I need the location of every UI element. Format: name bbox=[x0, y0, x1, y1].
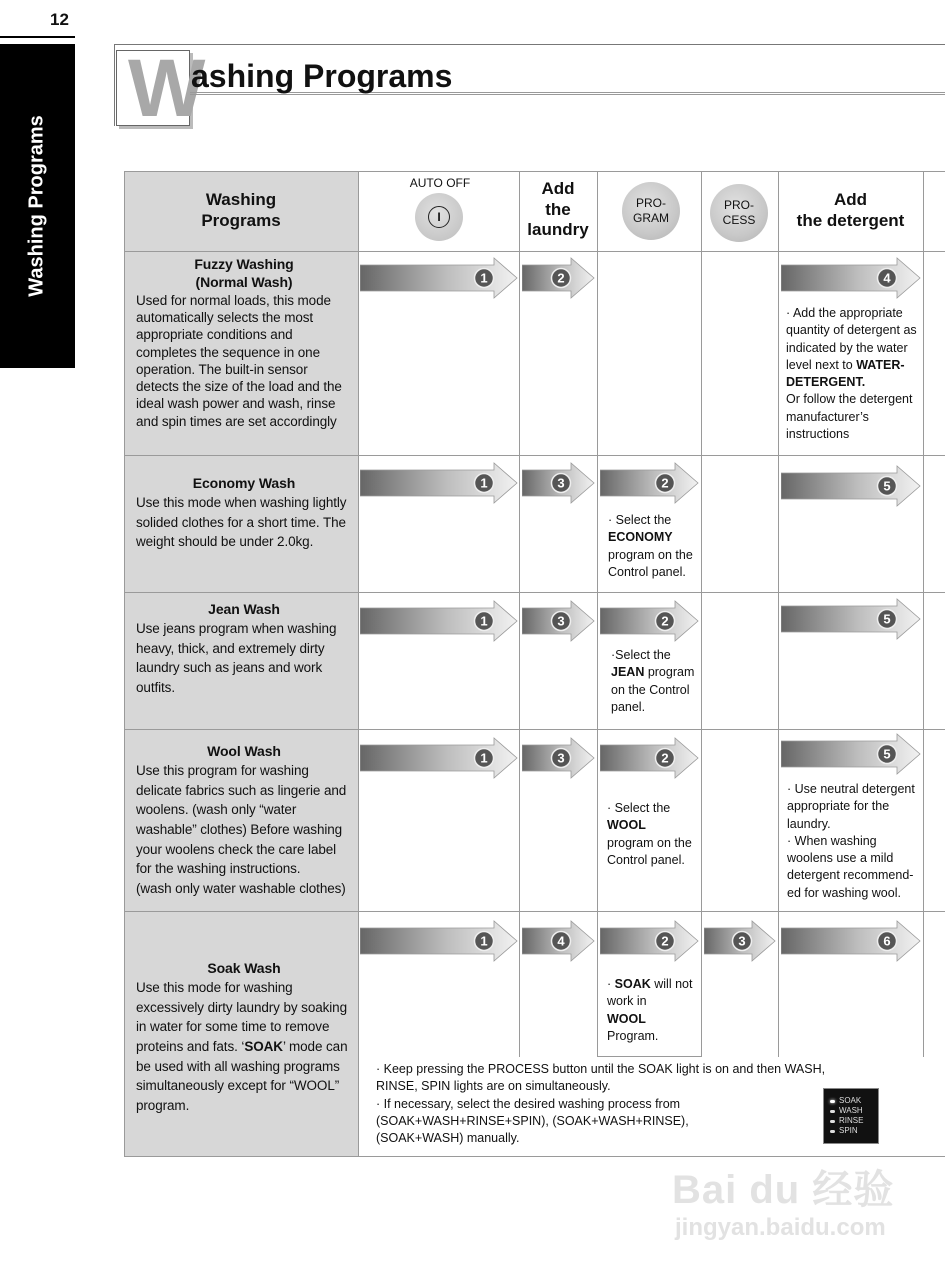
step-arrow bbox=[360, 462, 518, 504]
arrow-right-icon bbox=[522, 737, 595, 779]
arrow-right-icon bbox=[781, 465, 921, 507]
program-name: Economy Wash bbox=[192, 475, 296, 491]
table-rule-row-4 bbox=[124, 911, 945, 912]
step-number: 5 bbox=[883, 611, 891, 627]
title-initial: W bbox=[128, 43, 202, 134]
note-text: Or follow the detergent manufacturer’s instructions bbox=[786, 392, 913, 441]
indicator-wash bbox=[830, 1106, 874, 1116]
soak-bottom-note-2: · If necessary, select the desired washing process from (SOAK+WASH+RINSE+SPIN), (SOAK+WASH+RINSE), (SOAK+WASH) manually. bbox=[376, 1096, 689, 1145]
program-name: Fuzzy Washing (Normal Wash) bbox=[194, 256, 294, 290]
step-arrow bbox=[781, 920, 921, 962]
wool-detergent-note-2: · When washing woolens use a mild detergent recommend-ed for washing wool. bbox=[787, 833, 914, 900]
arrow-shape bbox=[781, 258, 920, 298]
table-col-program bbox=[701, 171, 702, 1057]
side-tab-label: Washing Programs bbox=[25, 115, 48, 297]
process-button: PRO- CESS bbox=[710, 184, 768, 242]
step-number: 1 bbox=[480, 613, 488, 629]
wool-program-note: · Select the WOOL program on the Control panel. bbox=[607, 801, 692, 867]
table-col-process bbox=[778, 171, 779, 1057]
watermark-logo: Bai du 经验 bbox=[672, 1168, 895, 1212]
arrow-right-icon bbox=[360, 600, 518, 642]
arrow-right-icon bbox=[600, 462, 699, 504]
program-description bbox=[136, 978, 352, 1115]
arrow-shape bbox=[600, 738, 698, 778]
arrow-right-icon bbox=[781, 920, 921, 962]
step-arrow bbox=[781, 733, 921, 775]
arrow-shape bbox=[781, 734, 920, 774]
step-number: 3 bbox=[557, 613, 565, 629]
step-number: 3 bbox=[557, 475, 565, 491]
soak-desc-part: Use this mode for washing excessively dirty laundry by soaking in water for some time to remove proteins and fats. ‘ bbox=[136, 980, 347, 1054]
step-arrow bbox=[522, 257, 595, 299]
note-text: program on the Control panel. bbox=[608, 547, 693, 579]
page-number: 12 bbox=[50, 10, 69, 29]
step-arrow bbox=[600, 737, 699, 779]
arrow-right-icon bbox=[522, 462, 595, 504]
step-arrow bbox=[360, 920, 518, 962]
soak-desc-bold: SOAK bbox=[244, 1038, 283, 1054]
arrow-right-icon bbox=[600, 600, 699, 642]
light-icon bbox=[830, 1120, 835, 1123]
step-number: 4 bbox=[557, 933, 565, 949]
arrow-right-icon bbox=[781, 257, 921, 299]
note-text: will not work in bbox=[607, 977, 693, 1009]
arrow-right-icon bbox=[704, 920, 776, 962]
soak-desc-part: ’ mode can be used with all washing programs simultaneously except for “WOOL” program. bbox=[136, 1038, 348, 1113]
page-title: ashing Programs bbox=[191, 58, 453, 94]
power-icon bbox=[428, 206, 450, 228]
table-rule-row-3 bbox=[124, 729, 945, 730]
soak-bottom-notes bbox=[376, 1061, 826, 1147]
arrow-right-icon bbox=[781, 598, 921, 640]
arrow-shape bbox=[600, 601, 698, 641]
step-arrow bbox=[360, 257, 518, 299]
program-description: Use this mode when washing lightly solided clothes for a short time. The weight should be under 2.0kg. bbox=[136, 495, 347, 550]
table-rule-row-2 bbox=[124, 592, 945, 593]
fuzzy-detergent-note: · Add the appropriate quantity of detergent as indicated by the water level next to WATER-DETERGENT. Or follow the detergent manufacturer’s instructions bbox=[786, 306, 917, 441]
table-rule-top bbox=[124, 171, 945, 172]
step-arrow bbox=[360, 737, 518, 779]
note-text: Keep pressing the PROCESS button until the SOAK light is on and then WASH, RINSE, SPIN lights are on simultaneously. bbox=[376, 1062, 826, 1094]
header-washing-programs: Washing Programs bbox=[201, 190, 281, 230]
header-add-laundry: Add the laundry bbox=[527, 179, 589, 240]
step-number: 1 bbox=[480, 270, 488, 286]
note-bold: WATER-DETERGENT. bbox=[786, 357, 905, 389]
indicator-soak bbox=[830, 1096, 874, 1106]
step-number: 2 bbox=[661, 475, 669, 491]
soak-program-note: · SOAK will not work in WOOL Program. bbox=[607, 977, 693, 1043]
arrow-right-icon bbox=[360, 257, 518, 299]
program-wool bbox=[136, 741, 352, 898]
step-arrow bbox=[600, 600, 699, 642]
arrow-right-icon bbox=[600, 920, 699, 962]
note-bold: SOAK bbox=[614, 977, 651, 991]
arrow-right-icon bbox=[781, 733, 921, 775]
program-economy bbox=[136, 473, 352, 552]
note-text: program on the Control panel. bbox=[607, 835, 692, 867]
note-text: If necessary, select the desired washing process from (SOAK+WASH+RINSE+SPIN), (SOAK+WASH+RINSE), (SOAK+WASH) manually. bbox=[376, 1096, 689, 1145]
step-number: 1 bbox=[480, 933, 488, 949]
note-bold: WOOL bbox=[607, 1011, 646, 1026]
arrow-right-icon bbox=[522, 257, 595, 299]
arrow-shape bbox=[781, 466, 920, 506]
step-arrow bbox=[781, 257, 921, 299]
step-arrow bbox=[600, 462, 699, 504]
indicator-rinse bbox=[830, 1116, 874, 1126]
side-tab bbox=[0, 44, 75, 368]
step-number: 4 bbox=[883, 270, 891, 286]
light-on-icon bbox=[830, 1100, 835, 1103]
step-number: 2 bbox=[661, 933, 669, 949]
note-bold: WOOL bbox=[607, 818, 646, 833]
header-add-detergent: Add the detergent bbox=[796, 190, 905, 230]
arrow-right-icon bbox=[522, 920, 595, 962]
auto-off-button bbox=[415, 193, 463, 241]
indicator-label: WASH bbox=[839, 1106, 863, 1115]
note-text: When washing woolens use a mild detergent recommend-ed for washing wool. bbox=[787, 833, 914, 900]
step-number: 6 bbox=[883, 933, 891, 949]
note-text: Select the bbox=[614, 801, 671, 815]
step-arrow bbox=[522, 462, 595, 504]
step-arrow bbox=[360, 600, 518, 642]
note-text: Select the bbox=[615, 648, 671, 662]
jean-program-note: ·Select the JEAN program on the Control panel. bbox=[611, 648, 695, 714]
step-arrow bbox=[522, 920, 595, 962]
wool-detergent-note-1: · Use neutral detergent appropriate for the laundry. bbox=[787, 782, 915, 831]
page-number-rule bbox=[0, 36, 75, 38]
indicator-spin bbox=[830, 1126, 874, 1136]
note-text: Program. bbox=[607, 1028, 659, 1043]
table-rule-row-1 bbox=[124, 455, 945, 456]
table-rule-header bbox=[124, 251, 945, 252]
step-arrow bbox=[522, 737, 595, 779]
program-fuzzy bbox=[136, 256, 352, 430]
arrow-right-icon bbox=[360, 462, 518, 504]
note-text: Add the appropriate quantity of detergent as indicated by the water level next to bbox=[786, 306, 917, 372]
watermark-url: jingyan.baidu.com bbox=[675, 1214, 886, 1241]
program-name: Jean Wash bbox=[208, 601, 280, 617]
table-col-laundry bbox=[597, 171, 598, 1057]
wool-detergent-note bbox=[787, 781, 921, 902]
table-rule-soak-program bbox=[597, 1056, 701, 1057]
step-number: 5 bbox=[883, 746, 891, 762]
arrow-right-icon bbox=[360, 737, 518, 779]
header-auto-off-label: AUTO OFF bbox=[409, 176, 471, 190]
step-number: 5 bbox=[883, 478, 891, 494]
table-rule-bottom bbox=[124, 1156, 945, 1157]
indicator-label: SPIN bbox=[839, 1126, 858, 1135]
indicator-label: SOAK bbox=[839, 1096, 862, 1105]
step-number: 3 bbox=[557, 750, 565, 766]
soak-bottom-note-1: · Keep pressing the PROCESS button until the SOAK light is on and then WASH, RINSE, SPIN lights are on simultaneously. bbox=[376, 1062, 826, 1094]
program-description: Use this program for washing delicate fabrics such as lingerie and woolens. (wash only “water washable” clothes) Before washing your woolens check the care label for the washing instructions. (wash only water washable clothes) bbox=[136, 763, 347, 896]
arrow-right-icon bbox=[522, 600, 595, 642]
table-col-detergent bbox=[923, 171, 924, 1057]
arrow-shape bbox=[781, 599, 920, 639]
step-arrow bbox=[522, 600, 595, 642]
light-icon bbox=[830, 1130, 835, 1133]
program-description: Used for normal loads, this mode automatically selects the most appropriate conditions and completes the sequence in one operation. The built-in sensor detects the size of the load and the ideal wash power and wash, rinse and spin times are set accordingly bbox=[136, 292, 342, 429]
note-bold: JEAN bbox=[611, 665, 645, 680]
step-arrow bbox=[781, 465, 921, 507]
step-number: 2 bbox=[661, 750, 669, 766]
program-name: Wool Wash bbox=[207, 743, 281, 759]
table-col-programs bbox=[358, 171, 359, 1157]
note-text: Select the bbox=[615, 513, 672, 527]
indicator-label: RINSE bbox=[839, 1116, 864, 1125]
note-bold: ECONOMY bbox=[608, 530, 673, 545]
note-text: program on the Control panel. bbox=[611, 665, 695, 714]
arrow-right-icon bbox=[600, 737, 699, 779]
arrow-shape bbox=[781, 921, 920, 961]
light-icon bbox=[830, 1110, 835, 1113]
economy-program-note: · Select the ECONOMY program on the Control panel. bbox=[608, 513, 693, 579]
step-number: 3 bbox=[738, 933, 746, 949]
power-symbol: I bbox=[437, 210, 441, 224]
program-button: PRO- GRAM bbox=[622, 182, 680, 240]
arrow-shape bbox=[600, 921, 698, 961]
step-number: 2 bbox=[661, 613, 669, 629]
step-number: 1 bbox=[480, 750, 488, 766]
note-text: Use neutral detergent appropriate for the laundry. bbox=[787, 782, 915, 831]
step-arrow bbox=[781, 598, 921, 640]
table-col-auto-off bbox=[519, 171, 520, 1057]
table-col-left bbox=[124, 171, 125, 1157]
arrow-shape bbox=[600, 463, 698, 503]
step-arrow bbox=[600, 920, 699, 962]
step-arrow bbox=[704, 920, 776, 962]
program-description: Use jeans program when washing heavy, thick, and extremely dirty laundry such as jeans and work outfits. bbox=[136, 621, 337, 695]
step-number: 2 bbox=[557, 270, 565, 286]
soak-indicator-panel bbox=[823, 1088, 879, 1144]
program-jean bbox=[136, 599, 352, 698]
program-soak bbox=[136, 958, 352, 1115]
program-name: Soak Wash bbox=[207, 960, 281, 976]
arrow-right-icon bbox=[360, 920, 518, 962]
step-number: 1 bbox=[480, 475, 488, 491]
